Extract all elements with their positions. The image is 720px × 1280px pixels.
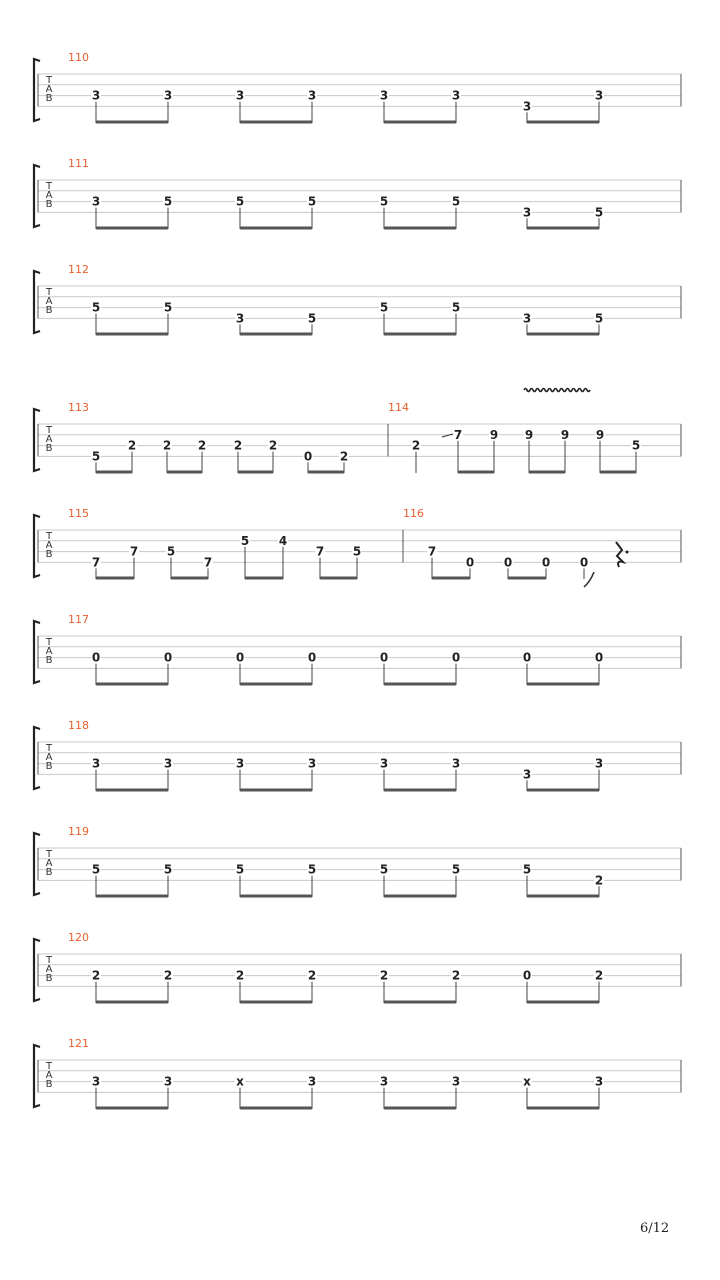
fret-number: 9 [489, 427, 499, 442]
fret-number: 5 [594, 311, 604, 326]
beam [527, 333, 599, 336]
beam [384, 121, 456, 124]
fret-number: 5 [379, 862, 389, 877]
fret-number: 2 [594, 873, 604, 888]
beam [96, 227, 168, 230]
beam [240, 1107, 312, 1110]
beam [96, 1107, 168, 1110]
fret-number: 5 [631, 438, 641, 453]
beam [240, 789, 312, 792]
fret-number: 5 [307, 194, 317, 209]
beam [245, 577, 283, 580]
beam [96, 333, 168, 336]
fret-number: 2 [127, 438, 137, 453]
fret-number: 2 [197, 438, 207, 453]
fret-number: 0 [465, 555, 475, 570]
tab-clef-letter: A [45, 296, 53, 307]
fret-number: 3 [235, 756, 245, 771]
rest-dot [626, 551, 629, 554]
fret-number: 0 [307, 650, 317, 665]
fret-number: 2 [379, 968, 389, 983]
fret-number: 5 [451, 300, 461, 315]
fret-number: 3 [522, 767, 532, 782]
fret-number: 2 [233, 438, 243, 453]
fret-number: 7 [129, 544, 139, 559]
measure-number: 121 [68, 1037, 89, 1050]
measure-number: 113 [68, 401, 89, 414]
beam [240, 683, 312, 686]
beam [527, 1107, 599, 1110]
fret-number: 3 [91, 88, 101, 103]
beam [240, 895, 312, 898]
measure-number: 119 [68, 825, 89, 838]
fret-number: 4 [278, 533, 288, 548]
fret-number: 7 [203, 555, 213, 570]
fret-number: 7 [427, 544, 437, 559]
beam [384, 683, 456, 686]
fret-number: 5 [235, 194, 245, 209]
tab-clef-letter: B [45, 549, 53, 560]
fret-number: 3 [451, 756, 461, 771]
tab-clef-letter: A [45, 434, 53, 445]
measure-number: 111 [68, 157, 89, 170]
system-bracket [34, 59, 40, 121]
beam [308, 471, 344, 474]
fret-number: 5 [166, 544, 176, 559]
fret-number: 2 [91, 968, 101, 983]
fret-number: 3 [594, 756, 604, 771]
fret-number: 0 [541, 555, 551, 570]
tab-system [34, 931, 681, 1004]
fret-number: 3 [451, 1074, 461, 1089]
system-bracket [34, 727, 40, 789]
note-flag [584, 572, 594, 587]
beam [508, 577, 546, 580]
fret-number: 2 [339, 449, 349, 464]
fret-number: 3 [594, 88, 604, 103]
beam [240, 1001, 312, 1004]
beam [527, 789, 599, 792]
fret-number: 5 [240, 533, 250, 548]
fret-number: 0 [91, 650, 101, 665]
beam [527, 227, 599, 230]
system-bracket [34, 833, 40, 895]
system-bracket [34, 271, 40, 333]
fret-number: 5 [163, 862, 173, 877]
fret-number: 3 [235, 311, 245, 326]
beam [96, 121, 168, 124]
fret-number: 5 [451, 194, 461, 209]
beam [96, 895, 168, 898]
measure-number: 115 [68, 507, 89, 520]
tab-system [34, 51, 681, 124]
tab-clef-letter: T [45, 743, 53, 754]
tab-system [34, 1037, 681, 1110]
fret-number: 0 [522, 650, 532, 665]
fret-number: 2 [268, 438, 278, 453]
fret-number: 2 [235, 968, 245, 983]
fret-number: 3 [307, 1074, 317, 1089]
beam [600, 471, 636, 474]
fret-number: 5 [379, 300, 389, 315]
tab-system [34, 825, 681, 898]
tab-clef-letter: B [45, 199, 53, 210]
beam [432, 577, 470, 580]
fret-number: 3 [235, 88, 245, 103]
fret-number: 7 [91, 555, 101, 570]
page-number: 6/12 [640, 1221, 670, 1236]
beam [384, 895, 456, 898]
tab-clef-letter: A [45, 752, 53, 763]
fret-number: 3 [522, 99, 532, 114]
fret-number: 9 [524, 427, 534, 442]
fret-number: 3 [91, 756, 101, 771]
system-bracket [34, 409, 40, 471]
fret-number: 5 [163, 194, 173, 209]
system-bracket [34, 1045, 40, 1107]
fret-number: 5 [522, 862, 532, 877]
vibrato-mark [524, 389, 590, 392]
fret-number: 5 [163, 300, 173, 315]
fret-number: 9 [595, 427, 605, 442]
fret-number: 5 [307, 862, 317, 877]
tab-clef-letter: T [45, 531, 53, 542]
fret-number: 2 [307, 968, 317, 983]
tab-clef-letter: B [45, 305, 53, 316]
measure-number: 112 [68, 263, 89, 276]
fret-number: 7 [315, 544, 325, 559]
fret-number: 0 [579, 555, 589, 570]
beam [240, 121, 312, 124]
fret-number: 5 [91, 300, 101, 315]
fret-number: 2 [163, 968, 173, 983]
fret-number: 3 [379, 88, 389, 103]
system-bracket [34, 621, 40, 683]
system-bracket [34, 515, 40, 577]
beam [238, 471, 273, 474]
fret-number: 0 [303, 449, 313, 464]
fret-number: 0 [451, 650, 461, 665]
tab-clef-letter: T [45, 181, 53, 192]
beam [527, 683, 599, 686]
beam [96, 683, 168, 686]
tab-clef-letter: T [45, 75, 53, 86]
beam [171, 577, 208, 580]
measure-number: 118 [68, 719, 89, 732]
fret-number: 3 [522, 311, 532, 326]
fret-number: 5 [91, 862, 101, 877]
measure-number: 110 [68, 51, 89, 64]
fret-number: 3 [163, 756, 173, 771]
fret-number: 3 [163, 1074, 173, 1089]
fret-number: 5 [451, 862, 461, 877]
fret-number: 0 [379, 650, 389, 665]
fret-number: 3 [91, 194, 101, 209]
tab-system [34, 613, 681, 686]
fret-number: 2 [162, 438, 172, 453]
beam [320, 577, 357, 580]
tab-clef-letter: A [45, 858, 53, 869]
fret-number: 3 [594, 1074, 604, 1089]
fret-number: 3 [307, 88, 317, 103]
quarter-rest-icon [616, 542, 623, 567]
system-bracket [34, 165, 40, 227]
fret-number: 5 [91, 449, 101, 464]
fret-number: 2 [411, 438, 421, 453]
fret-number: 0 [163, 650, 173, 665]
fret-number: 5 [379, 194, 389, 209]
tab-clef-letter: T [45, 637, 53, 648]
tab-clef-letter: T [45, 287, 53, 298]
beam [529, 471, 565, 474]
beam [384, 1001, 456, 1004]
fret-number: 7 [453, 427, 463, 442]
fret-number: 9 [560, 427, 570, 442]
tab-clef-letter: B [45, 93, 53, 104]
tab-clef-letter: B [45, 655, 53, 666]
beam [384, 227, 456, 230]
fret-number: 0 [594, 650, 604, 665]
fret-number: 3 [163, 88, 173, 103]
fret-number: 5 [235, 862, 245, 877]
beam [96, 789, 168, 792]
tab-system [34, 263, 681, 336]
tab-clef-letter: A [45, 84, 53, 95]
fret-number: 3 [91, 1074, 101, 1089]
tab-clef-letter: B [45, 973, 53, 984]
fret-number: 0 [522, 968, 532, 983]
fret-number: 5 [594, 205, 604, 220]
measure-number: 114 [388, 401, 409, 414]
tab-clef-letter: A [45, 964, 53, 975]
tab-clef-letter: A [45, 540, 53, 551]
tab-system [34, 389, 681, 474]
tab-clef-letter: B [45, 443, 53, 454]
beam [96, 577, 134, 580]
beam [240, 227, 312, 230]
tab-clef-letter: A [45, 1070, 53, 1081]
fret-number: 0 [503, 555, 513, 570]
tab-clef-letter: T [45, 425, 53, 436]
system-bracket [34, 939, 40, 1001]
tab-clef-letter: T [45, 849, 53, 860]
fret-number: x [523, 1074, 531, 1089]
beam [384, 789, 456, 792]
tab-system [34, 157, 681, 230]
fret-number: x [236, 1074, 244, 1089]
fret-number: 5 [307, 311, 317, 326]
tab-clef-letter: B [45, 867, 53, 878]
beam [384, 1107, 456, 1110]
tab-system [34, 507, 681, 587]
fret-number: 3 [379, 756, 389, 771]
beam [96, 1001, 168, 1004]
measure-number: 117 [68, 613, 89, 626]
tab-clef-letter: A [45, 190, 53, 201]
beam [527, 895, 599, 898]
beam [527, 121, 599, 124]
fret-number: 2 [451, 968, 461, 983]
beam [167, 471, 202, 474]
fret-number: 5 [352, 544, 362, 559]
beam [384, 333, 456, 336]
fret-number: 3 [307, 756, 317, 771]
beam [458, 471, 494, 474]
tab-clef-letter: T [45, 955, 53, 966]
beam [96, 471, 132, 474]
fret-number: 2 [594, 968, 604, 983]
fret-number: 3 [522, 205, 532, 220]
measure-number: 120 [68, 931, 89, 944]
tab-system [34, 719, 681, 792]
fret-number: 3 [451, 88, 461, 103]
measure-number: 116 [403, 507, 424, 520]
tab-clef-letter: B [45, 761, 53, 772]
tab-clef-letter: B [45, 1079, 53, 1090]
tab-clef-letter: A [45, 646, 53, 657]
beam [240, 333, 312, 336]
fret-number: 0 [235, 650, 245, 665]
fret-number: 3 [379, 1074, 389, 1089]
tab-clef-letter: T [45, 1061, 53, 1072]
beam [527, 1001, 599, 1004]
